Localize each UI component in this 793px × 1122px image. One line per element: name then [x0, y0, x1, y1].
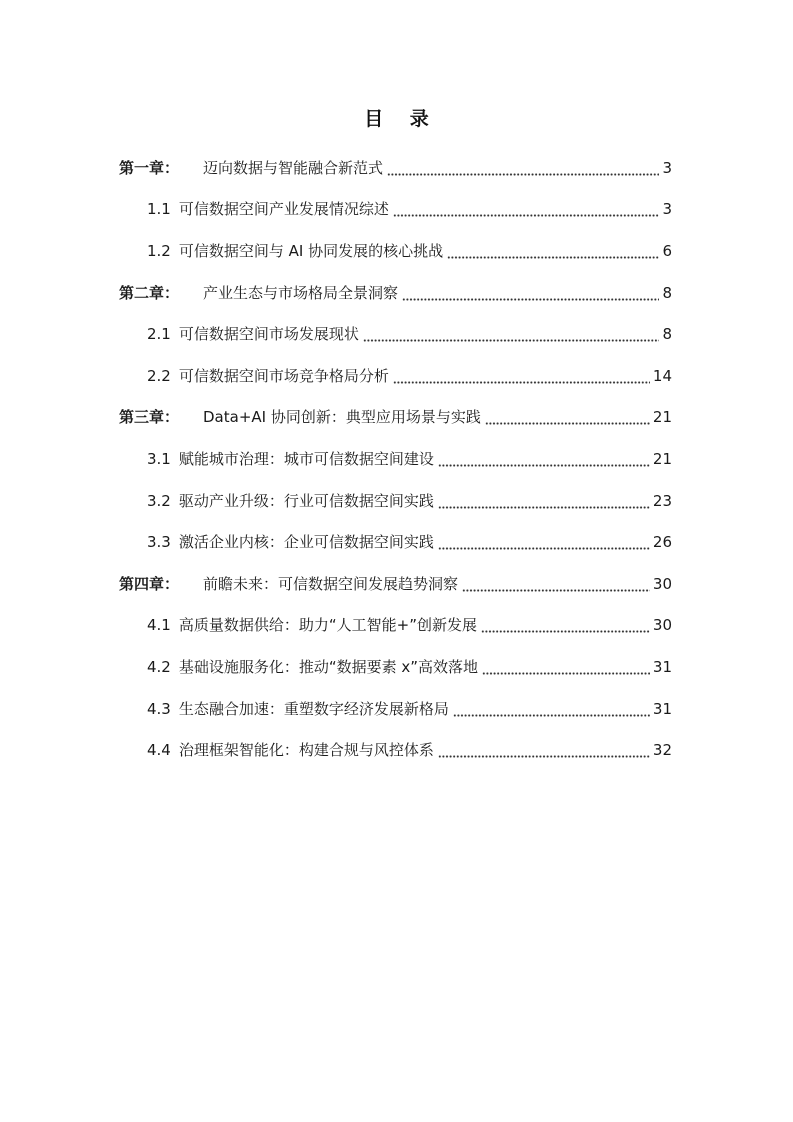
toc-list: [0, 147, 793, 771]
toc-entry-title: 前瞻未来：可信数据空间发展趋势洞察: [203, 574, 459, 593]
toc-entry-number: 4.1: [147, 616, 171, 635]
toc-entry-page: 8: [662, 283, 672, 302]
toc-entry-page: 30: [652, 574, 672, 593]
toc-entry-page: 6: [662, 241, 672, 260]
toc-entry-chapter-1[interactable]: [0, 147, 793, 189]
toc-entry-title: 驱动产业升级：行业可信数据空间实践: [178, 491, 434, 510]
dot-leader: [402, 283, 659, 303]
toc-entry-page: 21: [652, 449, 672, 468]
dot-leader: [481, 615, 650, 635]
toc-entry-section-1-2[interactable]: [0, 230, 793, 272]
toc-entry-page: 23: [652, 491, 672, 510]
toc-entry-title: 可信数据空间市场发展现状: [178, 325, 359, 344]
toc-entry-title: 产业生态与市场格局全景洞察: [203, 283, 399, 302]
dot-leader: [438, 532, 650, 552]
toc-entry-page: 3: [662, 158, 672, 177]
dot-leader: [485, 407, 650, 427]
toc-entry-number: 1.1: [147, 200, 171, 219]
toc-entry-section-2-2[interactable]: [0, 355, 793, 397]
toc-entry-number: 第一章：: [119, 158, 180, 177]
toc-entry-page: 21: [652, 408, 672, 427]
dot-leader: [387, 158, 659, 178]
toc-entry-section-4-3[interactable]: [0, 688, 793, 730]
toc-entry-number: 3.1: [147, 449, 171, 468]
toc-entry-title: 可信数据空间市场竞争格局分析: [178, 366, 389, 385]
dot-leader: [482, 657, 650, 677]
toc-entry-title: 赋能城市治理：城市可信数据空间建设: [178, 449, 434, 468]
toc-entry-title: 迈向数据与智能融合新范式: [203, 158, 384, 177]
dot-leader: [447, 241, 659, 261]
dot-leader: [438, 491, 650, 511]
toc-entry-page: 26: [652, 533, 672, 552]
toc-entry-section-4-1[interactable]: [0, 605, 793, 647]
toc-entry-number: 第二章：: [119, 283, 180, 302]
toc-entry-title: 治理框架智能化：构建合规与风控体系: [178, 741, 434, 760]
dot-leader: [363, 324, 660, 344]
toc-entry-chapter-3[interactable]: [0, 397, 793, 439]
toc-entry-number: 2.2: [147, 366, 171, 385]
toc-entry-section-3-2[interactable]: [0, 480, 793, 522]
toc-entry-number: 3.3: [147, 533, 171, 552]
toc-entry-section-2-1[interactable]: [0, 313, 793, 355]
toc-entry-page: 31: [652, 657, 672, 676]
toc-entry-title: 可信数据空间产业发展情况综述: [178, 200, 389, 219]
dot-leader: [453, 699, 650, 719]
toc-entry-title: 生态融合加速：重塑数字经济发展新格局: [178, 699, 449, 718]
toc-entry-section-4-4[interactable]: [0, 729, 793, 771]
toc-entry-number: 2.1: [147, 325, 171, 344]
toc-entry-title: 激活企业内核：企业可信数据空间实践: [178, 533, 434, 552]
toc-entry-number: 4.4: [147, 741, 171, 760]
dot-leader: [393, 366, 650, 386]
dot-leader: [462, 574, 650, 594]
toc-entry-chapter-2[interactable]: [0, 272, 793, 314]
toc-entry-section-3-3[interactable]: [0, 521, 793, 563]
dot-leader: [438, 740, 650, 760]
toc-entry-page: 32: [652, 741, 672, 760]
toc-entry-section-1-1[interactable]: [0, 189, 793, 231]
toc-entry-page: 30: [652, 616, 672, 635]
toc-entry-page: 3: [662, 200, 672, 219]
toc-entry-title: Data+AI 协同创新：典型应用场景与实践: [203, 408, 481, 427]
dot-leader: [393, 199, 660, 219]
toc-entry-page: 14: [652, 366, 672, 385]
toc-entry-number: 1.2: [147, 241, 171, 260]
dot-leader: [438, 449, 650, 469]
toc-entry-chapter-4[interactable]: [0, 563, 793, 605]
toc-entry-title: 可信数据空间与 AI 协同发展的核心挑战: [178, 241, 444, 260]
toc-entry-section-3-1[interactable]: [0, 438, 793, 480]
toc-entry-number: 4.2: [147, 657, 171, 676]
toc-entry-title: 基础设施服务化：推动“数据要素 x”高效落地: [178, 657, 479, 676]
toc-entry-page: 31: [652, 699, 672, 718]
toc-entry-section-4-2[interactable]: [0, 646, 793, 688]
toc-title: 目 录: [364, 108, 439, 130]
toc-entry-number: 第三章：: [119, 408, 180, 427]
toc-entry-title: 高质量数据供给：助力“人工智能+”创新发展: [178, 616, 477, 635]
toc-entry-number: 第四章：: [119, 574, 180, 593]
toc-entry-page: 8: [662, 325, 672, 344]
toc-entry-number: 4.3: [147, 699, 171, 718]
toc-entry-number: 3.2: [147, 491, 171, 510]
